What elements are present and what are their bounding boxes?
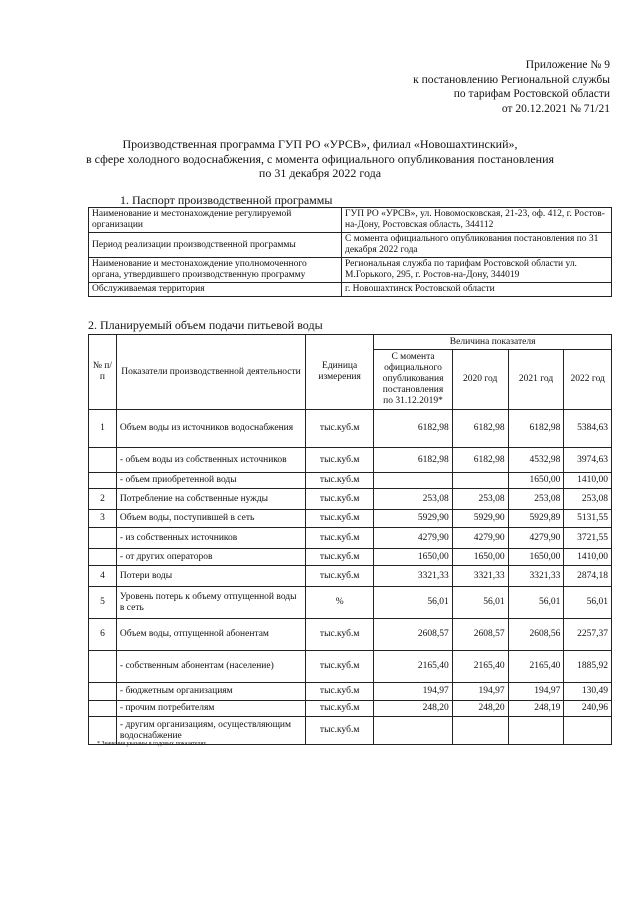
value-cell: 5384,63 xyxy=(564,410,612,448)
value-cell: 2608,56 xyxy=(508,619,564,651)
value-cell: 6182,98 xyxy=(452,448,508,473)
value-cell: 2165,40 xyxy=(508,651,564,683)
value-cell xyxy=(452,473,508,489)
unit-cell: % xyxy=(306,587,374,619)
header-col-2020: 2020 год xyxy=(452,350,508,410)
value-cell xyxy=(508,717,564,745)
title-line: по 31 декабря 2022 года xyxy=(258,166,382,180)
indicator-name: - бюджетным организациям xyxy=(116,683,305,701)
table-row xyxy=(89,489,612,510)
unit-cell: тыс.куб.м xyxy=(306,683,374,701)
indicator-name: Потери воды xyxy=(116,566,305,587)
value-cell: 5929,89 xyxy=(508,510,564,528)
table-row xyxy=(89,258,612,283)
value-cell: 1650,00 xyxy=(374,549,453,566)
header-value-group: Величина показателя xyxy=(374,335,612,350)
value-cell: 1650,00 xyxy=(452,549,508,566)
header-col-2022: 2022 год xyxy=(564,350,612,410)
unit-cell: тыс.куб.м xyxy=(306,566,374,587)
row-number: 5 xyxy=(89,587,117,619)
row-number xyxy=(89,651,117,683)
value-cell: 253,08 xyxy=(374,489,453,510)
header-col-base: С момента официального опубликования постановления по 31.12.2019* xyxy=(374,350,453,410)
unit-cell: тыс.куб.м xyxy=(306,410,374,448)
table-row xyxy=(89,233,612,258)
value-cell: 194,97 xyxy=(374,683,453,701)
value-cell xyxy=(452,717,508,745)
value-cell: 253,08 xyxy=(564,489,612,510)
header-unit: Единица измерения xyxy=(306,335,374,410)
value-cell: 4279,90 xyxy=(452,528,508,549)
header-col-2021: 2021 год xyxy=(508,350,564,410)
passport-label: Наименование и местонахождение уполномоченного органа, утвердившего производственную программу xyxy=(89,258,342,283)
row-number xyxy=(89,683,117,701)
indicator-name: Объем воды, отпущенной абонентам xyxy=(116,619,305,651)
indicator-name: - из собственных источников xyxy=(116,528,305,549)
passport-label: Наименование и местонахождение регулируемой организации xyxy=(89,208,342,233)
table-row xyxy=(89,283,612,297)
section1-heading: 1. Паспорт производственной программы xyxy=(120,193,333,207)
title-line: в сфере холодного водоснабжения, с момента официального опубликования постановления xyxy=(85,151,555,166)
row-number xyxy=(89,448,117,473)
document-title xyxy=(0,137,640,181)
table-row xyxy=(89,549,612,566)
value-cell: 56,01 xyxy=(564,587,612,619)
value-cell: 2874,18 xyxy=(564,566,612,587)
unit-cell: тыс.куб.м xyxy=(306,473,374,489)
table-row xyxy=(89,510,612,528)
value-cell: 1410,00 xyxy=(564,549,612,566)
value-cell: 253,08 xyxy=(452,489,508,510)
value-cell: 5131,55 xyxy=(564,510,612,528)
indicator-name: - объем приобретенной воды xyxy=(116,473,305,489)
appendix-line: к постановлению Региональной службы xyxy=(413,73,610,86)
appendix-line: от 20.12.2021 № 71/21 xyxy=(501,102,610,115)
appendix-line: Приложение № 9 xyxy=(525,59,610,71)
value-cell xyxy=(374,473,453,489)
value-cell: 5929,90 xyxy=(452,510,508,528)
row-number: 6 xyxy=(89,619,117,651)
value-cell: 253,08 xyxy=(508,489,564,510)
value-cell: 6182,98 xyxy=(374,448,453,473)
value-cell: 1410,00 xyxy=(564,473,612,489)
water-volume-table xyxy=(88,334,612,745)
unit-cell: тыс.куб.м xyxy=(306,651,374,683)
value-cell: 6182,98 xyxy=(452,410,508,448)
table-row xyxy=(89,683,612,701)
value-cell: 194,97 xyxy=(452,683,508,701)
value-cell: 248,20 xyxy=(374,701,453,717)
row-number: 2 xyxy=(89,489,117,510)
value-cell: 3321,33 xyxy=(452,566,508,587)
section2-heading: 2. Планируемый объем подачи питьевой воды xyxy=(88,318,323,332)
value-cell: 2608,57 xyxy=(374,619,453,651)
unit-cell: тыс.куб.м xyxy=(306,510,374,528)
passport-label: Период реализации производственной программы xyxy=(89,233,342,258)
indicator-name: Объем воды, поступившей в сеть xyxy=(116,510,305,528)
table-row xyxy=(89,587,612,619)
value-cell: 4532,98 xyxy=(508,448,564,473)
passport-value: Региональная служба по тарифам Ростовской области ул. М.Горького, 295, г. Ростов-на-Дону, 344019 xyxy=(342,258,612,283)
table-row xyxy=(89,410,612,448)
unit-cell: тыс.куб.м xyxy=(306,619,374,651)
value-cell: 56,01 xyxy=(508,587,564,619)
passport-value: ГУП РО «УРСВ», ул. Новомосковская, 21-23, оф. 412, г. Ростов-на-Дону, Ростовская область, 344112 xyxy=(342,208,612,233)
header-row xyxy=(89,335,612,350)
unit-cell: тыс.куб.м xyxy=(306,528,374,549)
value-cell: 2257,37 xyxy=(564,619,612,651)
indicator-name: - собственным абонентам (население) xyxy=(116,651,305,683)
indicator-name: Уровень потерь к объему отпущенной воды в сеть xyxy=(116,587,305,619)
passport-value: г. Новошахтинск Ростовской области xyxy=(342,283,612,297)
value-cell xyxy=(564,717,612,745)
table-row xyxy=(89,701,612,717)
unit-cell: тыс.куб.м xyxy=(306,701,374,717)
row-number xyxy=(89,701,117,717)
value-cell: 1650,00 xyxy=(508,473,564,489)
value-cell: 56,01 xyxy=(452,587,508,619)
passport-table xyxy=(88,207,612,297)
table-row xyxy=(89,651,612,683)
indicator-name: - от других операторов xyxy=(116,549,305,566)
value-cell: 4279,90 xyxy=(374,528,453,549)
row-number xyxy=(89,549,117,566)
value-cell: 1885,92 xyxy=(564,651,612,683)
passport-label: Обслуживаемая территория xyxy=(89,283,342,297)
value-cell: 2165,40 xyxy=(452,651,508,683)
table-row xyxy=(89,448,612,473)
row-number xyxy=(89,473,117,489)
value-cell: 130,49 xyxy=(564,683,612,701)
value-cell: 240,96 xyxy=(564,701,612,717)
table-row xyxy=(89,473,612,489)
indicator-name: - объем воды из собственных источников xyxy=(116,448,305,473)
unit-cell: тыс.куб.м xyxy=(306,549,374,566)
unit-cell: тыс.куб.м xyxy=(306,717,374,745)
footnote: * Значения указаны в годовых показателях xyxy=(97,741,207,747)
value-cell: 3721,55 xyxy=(564,528,612,549)
indicator-name: Объем воды из источников водоснабжения xyxy=(116,410,305,448)
value-cell: 248,19 xyxy=(508,701,564,717)
row-number: 3 xyxy=(89,510,117,528)
value-cell: 1650,00 xyxy=(508,549,564,566)
table-row xyxy=(89,619,612,651)
table-row xyxy=(89,208,612,233)
value-cell: 5929,90 xyxy=(374,510,453,528)
unit-cell: тыс.куб.м xyxy=(306,448,374,473)
indicator-name: - другим организациям, осуществляющим водоснабжение xyxy=(116,717,305,745)
row-number: 4 xyxy=(89,566,117,587)
appendix-line: по тарифам Ростовской области xyxy=(453,88,610,100)
indicator-name: Потребление на собственные нужды xyxy=(116,489,305,510)
table-row xyxy=(89,528,612,549)
value-cell: 3321,33 xyxy=(508,566,564,587)
title-line: Производственная программа ГУП РО «УРСВ», филиал «Новошахтинский», xyxy=(122,137,518,151)
value-cell: 6182,98 xyxy=(374,410,453,448)
table-row xyxy=(89,566,612,587)
row-number xyxy=(89,528,117,549)
value-cell: 248,20 xyxy=(452,701,508,717)
value-cell: 194,97 xyxy=(508,683,564,701)
value-cell: 2608,57 xyxy=(452,619,508,651)
value-cell: 4279,90 xyxy=(508,528,564,549)
appendix-block xyxy=(413,58,610,116)
unit-cell: тыс.куб.м xyxy=(306,489,374,510)
value-cell: 3974,63 xyxy=(564,448,612,473)
value-cell: 2165,40 xyxy=(374,651,453,683)
passport-value: С момента официального опубликования постановления по 31 декабря 2022 года xyxy=(342,233,612,258)
indicator-name: - прочим потребителям xyxy=(116,701,305,717)
header-indicator: Показатели производственной деятельности xyxy=(116,335,305,410)
row-number: 1 xyxy=(89,410,117,448)
value-cell xyxy=(374,717,453,745)
value-cell: 3321,33 xyxy=(374,566,453,587)
value-cell: 6182,98 xyxy=(508,410,564,448)
header-num: № п/п xyxy=(89,335,117,410)
value-cell: 56,01 xyxy=(374,587,453,619)
